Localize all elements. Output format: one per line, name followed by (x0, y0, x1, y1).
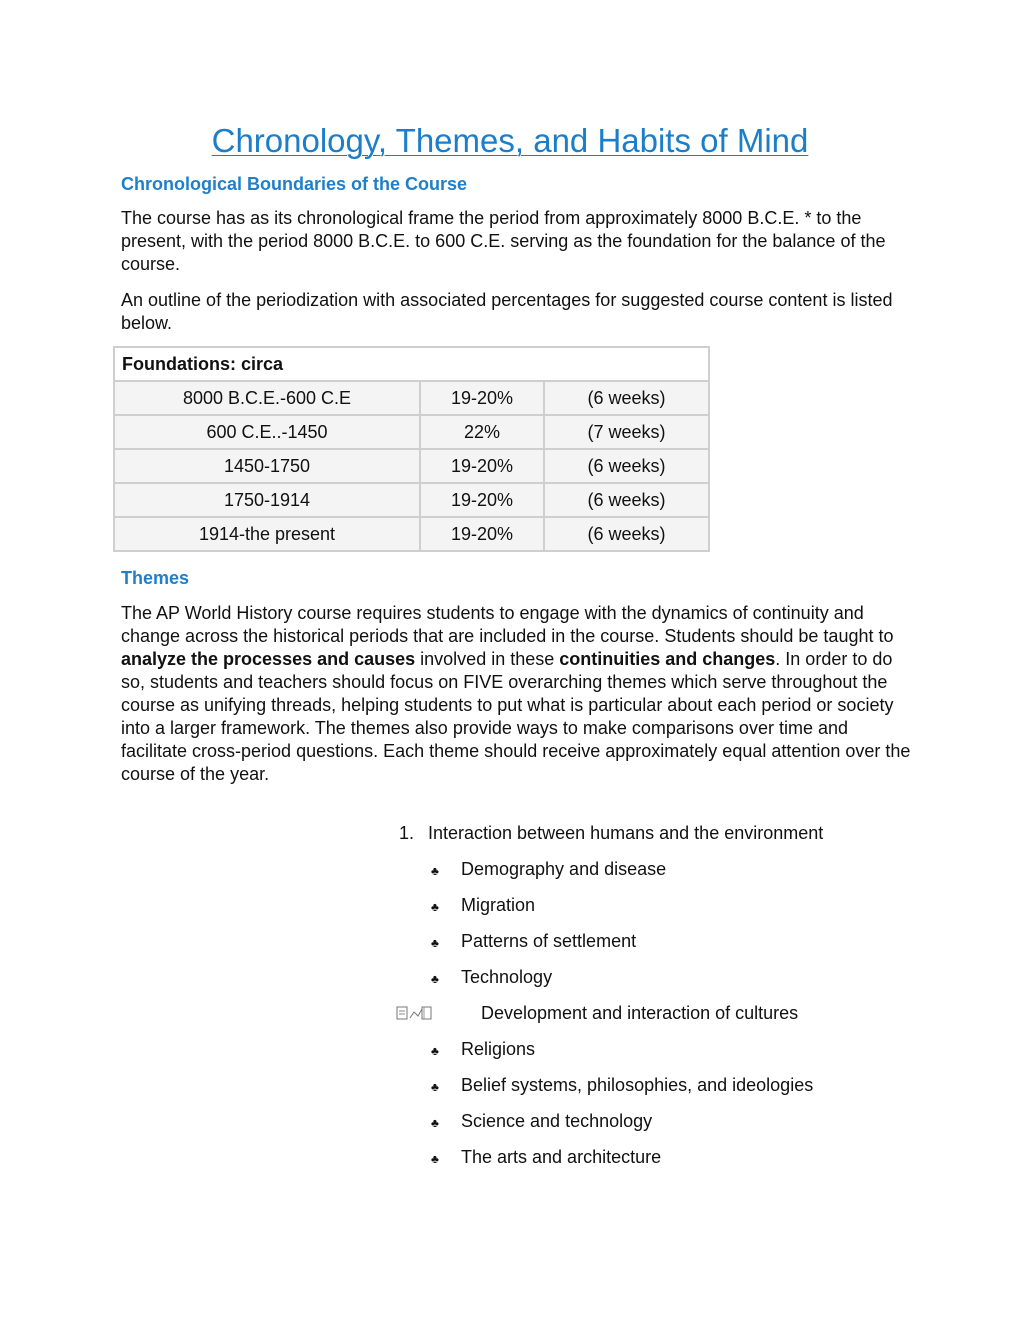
club-bullet-icon: ♣ (431, 864, 439, 878)
theme-1-sub-technology: Technology (461, 967, 553, 987)
weeks-cell: (6 weeks) (544, 449, 709, 483)
page-title: Chronology, Themes, and Habits of Mind (211, 122, 809, 159)
themes-text-part3: . In order to do so, students and teachers should focus on FIVE overarching themes which serve throughout the course as unifying threads, helping students to put what is particular about each period or society into a larger framework. The themes also provide ways to make comparisons over time and facilitate cross-period questions. Each theme should receive approximately equal attention over the course of the year. (121, 649, 911, 784)
theme-2-sub-religions: Religions (461, 1039, 536, 1059)
club-bullet-icon: ♣ (431, 900, 439, 914)
percent-cell: 19-20% (420, 449, 544, 483)
table-row (114, 449, 709, 483)
club-bullet-icon: ♣ (431, 936, 439, 950)
theme-2-sub-belief-systems: Belief systems, philosophies, and ideologies (461, 1075, 814, 1095)
theme-1-number: 1. (399, 823, 415, 843)
section-heading-chronology: Chronological Boundaries of the Course (121, 174, 468, 194)
table-header-row (114, 347, 709, 381)
weeks-cell: (7 weeks) (544, 415, 709, 449)
period-cell: 1914-the present (114, 517, 420, 551)
table-row (114, 415, 709, 449)
broken-image-icon (396, 1004, 434, 1022)
table-row (114, 381, 709, 415)
period-cell: 8000 B.C.E.-600 C.E (114, 381, 420, 415)
themes-bold-continuities: continuities and changes (559, 649, 776, 669)
chronology-paragraph: The course has as its chronological frame the period from approximately 8000 B.C.E. * to the present, with the period 8000 B.C.E. to 600 C.E. serving as the foundation for the balance of the course. (121, 208, 886, 274)
period-cell: 1750-1914 (114, 483, 420, 517)
theme-1-sub-migration: Migration (461, 895, 536, 915)
themes-paragraph (121, 602, 911, 786)
theme-2-label: Development and interaction of cultures (481, 1003, 799, 1023)
theme-1-sub-demography: Demography and disease (461, 859, 667, 879)
percent-cell: 22% (420, 415, 544, 449)
theme-2-sub-arts: The arts and architecture (461, 1147, 662, 1167)
period-cell: 600 C.E..-1450 (114, 415, 420, 449)
club-bullet-icon: ♣ (431, 1080, 439, 1094)
club-bullet-icon: ♣ (431, 972, 439, 986)
percent-cell: 19-20% (420, 517, 544, 551)
period-cell: 1450-1750 (114, 449, 420, 483)
percent-cell: 19-20% (420, 483, 544, 517)
table-row (114, 517, 709, 551)
section-heading-themes: Themes (121, 568, 190, 588)
themes-bold-processes: analyze the processes and causes (121, 649, 416, 669)
table-row (114, 483, 709, 517)
club-bullet-icon: ♣ (431, 1152, 439, 1166)
themes-text-part1: The AP World History course requires students to engage with the dynamics of continuity and change across the historical periods that are included in the course. Students should be taught to (121, 603, 894, 646)
club-bullet-icon: ♣ (431, 1116, 439, 1130)
club-bullet-icon: ♣ (431, 1044, 439, 1058)
percent-cell: 19-20% (420, 381, 544, 415)
theme-1-sub-settlement: Patterns of settlement (461, 931, 637, 951)
theme-2-sub-science: Science and technology (461, 1111, 653, 1131)
table-header-cell: Foundations: circa (114, 347, 709, 381)
weeks-cell: (6 weeks) (544, 483, 709, 517)
weeks-cell: (6 weeks) (544, 381, 709, 415)
periodization-table (113, 346, 710, 552)
periodization-intro-paragraph: An outline of the periodization with associated percentages for suggested course content is listed below. (121, 290, 893, 333)
themes-text-part2: involved in these (415, 649, 560, 669)
theme-1-label: Interaction between humans and the environment (428, 823, 824, 843)
weeks-cell: (6 weeks) (544, 517, 709, 551)
